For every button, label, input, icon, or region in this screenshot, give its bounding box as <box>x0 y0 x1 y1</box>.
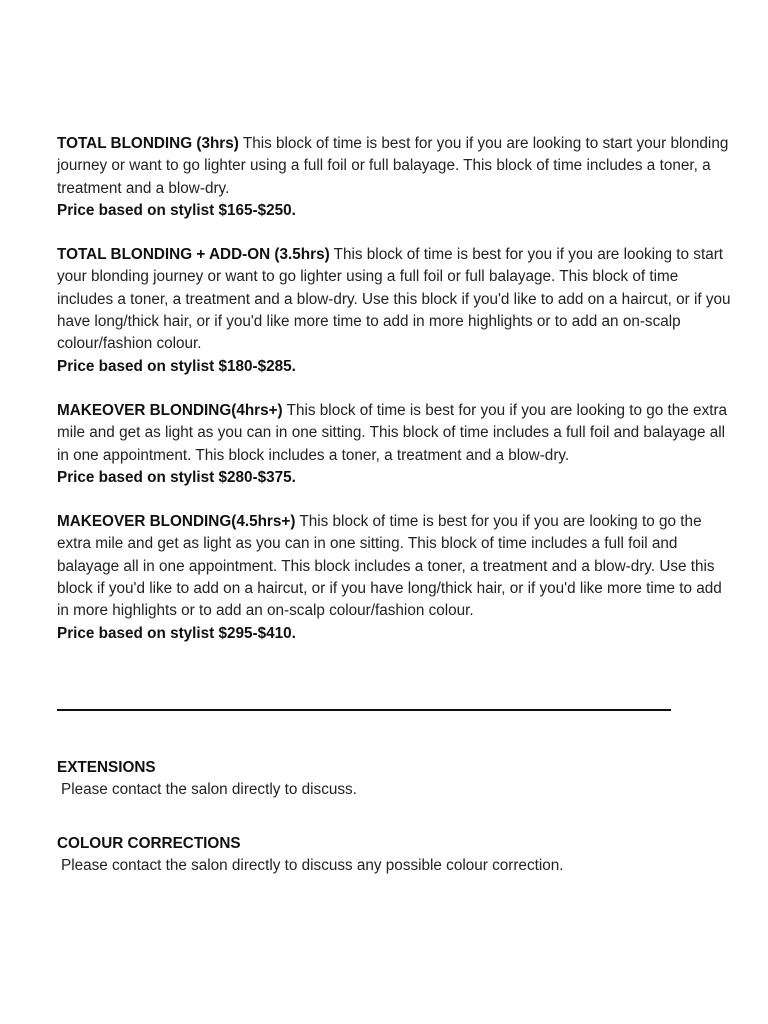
service-price: Price based on stylist $295-$410. <box>57 624 296 642</box>
service-description: This block of time is best for you if you are looking to start your blonding journey or want to go lighter using a full foil or full balayage. This block of time includes a toner, a treatment and a blow-dry. Use this block if you'd like to add on a haircut, or if you have long/thick hair, or if you'd like more time to add in more highlights or to add an on-scalp colour/fashion colour. <box>57 246 731 353</box>
extra-description: Please contact the salon directly to discuss. <box>61 780 357 798</box>
extras-list <box>57 757 737 876</box>
service-description: This block of time is best for you if you are looking to start your blonding journey or want to go lighter using a full foil or full balayage. This block of time includes a toner, a treatment and a blow-dry. <box>57 135 729 197</box>
extra-description: Please contact the salon directly to discuss any possible colour correction. <box>61 856 564 874</box>
extra-extensions <box>57 757 737 800</box>
service-name: TOTAL BLONDING (3hrs) <box>57 135 239 152</box>
service-name: MAKEOVER BLONDING(4hrs+) <box>57 401 283 419</box>
extra-title: EXTENSIONS <box>57 759 156 776</box>
extra-title: COLOUR CORRECTIONS <box>57 835 241 852</box>
service-name: TOTAL BLONDING + ADD-ON (3.5hrs) <box>57 246 330 264</box>
service-total-blonding-add-on <box>57 244 737 378</box>
service-price: Price based on stylist $165-$250. <box>57 201 296 219</box>
service-makeover-blonding-4hrs <box>57 400 737 489</box>
service-description: This block of time is best for you if you are looking to go the extra mile and get as light as you can in one sitting. This block of time includes a full foil and balayage all in one appointment. This block includes a toner, a treatment and a blow-dry. <box>57 401 728 464</box>
services-list <box>57 133 737 645</box>
service-price: Price based on stylist $180-$285. <box>57 357 296 375</box>
section-divider <box>57 709 671 711</box>
service-description: This block of time is best for you if you are looking to go the extra mile and get as light as you can in one sitting. This block of time includes a full foil and balayage all in one appointment. This block includes a toner, a treatment and a blow-dry. Use this block if you'd like to add on a haircut, or if you have long/thick hair, or if you'd like more time to add in more highlights or to add an on-scalp colour/fashion colour. <box>57 513 722 620</box>
service-price: Price based on stylist $280-$375. <box>57 468 296 486</box>
service-name: MAKEOVER BLONDING(4.5hrs+) <box>57 513 296 531</box>
extra-colour-corrections <box>57 833 737 876</box>
service-makeover-blonding-4-5hrs <box>57 511 737 645</box>
service-total-blonding <box>57 133 737 222</box>
